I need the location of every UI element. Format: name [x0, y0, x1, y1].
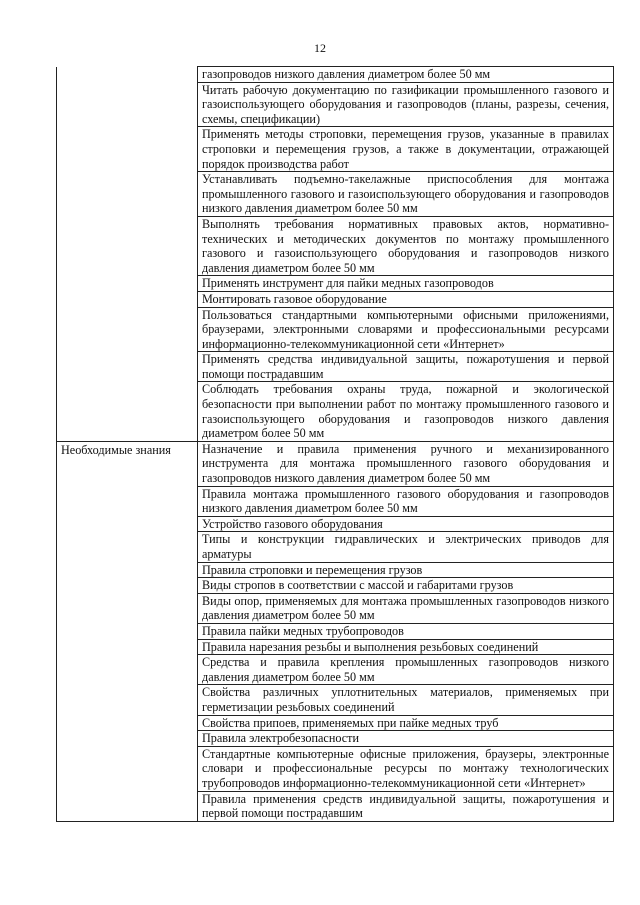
page-number: 12: [314, 41, 326, 55]
knowledge-row: [57, 746, 614, 791]
skills-item-cell: [198, 276, 614, 292]
knowledge-item-text: Правила нарезания резьбы и выполнения резьбовых соединений: [202, 639, 539, 654]
knowledge-row: [57, 441, 614, 486]
skills-row: [57, 216, 614, 275]
knowledge-label: Необходимые знания: [61, 442, 171, 457]
skills-item-cell: [198, 216, 614, 275]
skills-item-text: Устанавливать подъемно-такелажные приспособления для монтажа промышленного газового и газоиспользующего оборудования и газопроводов низкого давления диаметром более 50 мм: [202, 172, 609, 216]
knowledge-label-cell: [57, 791, 198, 821]
skills-item-cell: [198, 382, 614, 441]
knowledge-label-cell: [57, 441, 198, 486]
skills-item-text: Соблюдать требования охраны труда, пожарной и экологической безопасности при выполнении работ по монтажу промышленного газового и газоиспользующего оборудования и газопроводов низкого давления диаметром более 50 мм: [202, 382, 609, 441]
requirements-table: [56, 66, 614, 822]
knowledge-label-cell: [57, 685, 198, 715]
knowledge-label-cell: [57, 655, 198, 685]
knowledge-item-cell: [198, 593, 614, 623]
skills-row: [57, 67, 614, 83]
knowledge-label-cell: [57, 516, 198, 532]
knowledge-item-cell: [198, 791, 614, 821]
knowledge-item-text: Средства и правила крепления промышленных газопроводов низкого давления диаметром более 50 мм: [202, 655, 609, 684]
knowledge-row: [57, 715, 614, 731]
knowledge-label-cell: [57, 623, 198, 639]
knowledge-item-cell: [198, 731, 614, 747]
knowledge-label-cell: [57, 562, 198, 578]
knowledge-item-text: Правила электробезопасности: [202, 731, 359, 746]
skills-item-cell: [198, 307, 614, 352]
knowledge-label-cell: [57, 746, 198, 791]
knowledge-label-cell: [57, 639, 198, 655]
knowledge-row: [57, 639, 614, 655]
knowledge-item-text: Правила пайки медных трубопроводов: [202, 623, 404, 638]
knowledge-item-cell: [198, 655, 614, 685]
skills-item-cell: [198, 352, 614, 382]
skills-row: [57, 276, 614, 292]
knowledge-row: [57, 655, 614, 685]
knowledge-item-text: Виды опор, применяемых для монтажа промышленных газопроводов низкого давления диаметром более 50 мм: [202, 593, 609, 623]
skills-label-cell: [57, 216, 198, 275]
knowledge-item-text: Правила строповки и перемещения грузов: [202, 562, 423, 577]
skills-item-text: Выполнять требования нормативных правовых актов, нормативно-технических и методических документов по монтажу промышленного газового и газоиспользующего оборудования и газопроводов низкого давления диаметром более 50 мм: [202, 216, 609, 275]
skills-row: [57, 307, 614, 352]
knowledge-item-cell: [198, 578, 614, 594]
requirements-table-body: [57, 67, 614, 822]
skills-row: [57, 82, 614, 127]
knowledge-item-text: Стандартные компьютерные офисные приложения, браузеры, электронные словари и профессиональные ресурсы по монтажу технологических трубопроводов информационно-телекоммуникационной сети «Интернет»: [202, 746, 609, 790]
knowledge-item-cell: [198, 532, 614, 562]
skills-row: [57, 127, 614, 172]
knowledge-label-cell: [57, 486, 198, 516]
knowledge-label-cell: [57, 532, 198, 562]
knowledge-item-text: Назначение и правила применения ручного и механизированного инструмента для монтажа промышленного газового оборудования и газопроводов низкого давления диаметром более 50 мм: [202, 441, 609, 486]
knowledge-item-cell: [198, 623, 614, 639]
skills-label-cell: [57, 82, 198, 127]
knowledge-row: [57, 532, 614, 562]
skills-row: [57, 172, 614, 217]
knowledge-item-cell: [198, 516, 614, 532]
knowledge-row: [57, 593, 614, 623]
knowledge-label-cell: [57, 593, 198, 623]
knowledge-item-text: Типы и конструкции гидравлических и электрических приводов для арматуры: [202, 532, 609, 561]
skills-item-text: Применять методы строповки, перемещения грузов, указанные в правилах строповки и перемещения грузов, а также в документации, отражающей порядок производства работ: [202, 127, 609, 171]
skills-item-text: Применять инструмент для пайки медных газопроводов: [202, 276, 494, 291]
skills-item-cell: [198, 67, 614, 83]
knowledge-item-cell: [198, 639, 614, 655]
skills-item-text: газопроводов низкого давления диаметром более 50 мм: [202, 67, 491, 81]
knowledge-row: [57, 731, 614, 747]
knowledge-item-cell: [198, 562, 614, 578]
knowledge-item-cell: [198, 441, 614, 486]
skills-row: [57, 382, 614, 441]
knowledge-row: [57, 562, 614, 578]
skills-label-cell: [57, 127, 198, 172]
knowledge-label-cell: [57, 578, 198, 594]
knowledge-row: [57, 578, 614, 594]
skills-row: [57, 352, 614, 382]
knowledge-item-cell: [198, 685, 614, 715]
knowledge-item-text: Правила монтажа промышленного газового оборудования и газопроводов низкого давления диаметром более 50 мм: [202, 486, 609, 516]
skills-item-text: Пользоваться стандартными компьютерными офисными приложениями, браузерами, электронными словарями и профессиональными ресурсами информационно-телекоммуникационной сети «Интернет»: [202, 307, 609, 351]
knowledge-label-cell: [57, 715, 198, 731]
knowledge-item-text: Виды стропов в соответствии с массой и габаритами грузов: [202, 578, 514, 593]
skills-item-cell: [198, 127, 614, 172]
skills-label-cell: [57, 172, 198, 217]
knowledge-row: [57, 623, 614, 639]
knowledge-item-text: Свойства припоев, применяемых при пайке медных труб: [202, 715, 499, 730]
skills-item-cell: [198, 82, 614, 127]
knowledge-row: [57, 685, 614, 715]
skills-item-cell: [198, 291, 614, 307]
knowledge-item-text: Правила применения средств индивидуальной защиты, пожаротушения и первой помощи пострадавшим: [202, 791, 609, 821]
knowledge-row: [57, 516, 614, 532]
skills-item-text: Читать рабочую документацию по газификации промышленного газового и газоиспользующего оборудования и газопроводов (планы, разрезы, сечения, схемы, спецификации): [202, 82, 609, 126]
skills-row: [57, 291, 614, 307]
knowledge-item-cell: [198, 486, 614, 516]
knowledge-row: [57, 486, 614, 516]
skills-label-cell: [57, 276, 198, 292]
skills-label-cell: [57, 67, 198, 83]
skills-label-cell: [57, 307, 198, 352]
knowledge-item-text: Свойства различных уплотнительных материалов, применяемых при герметизации резьбовых соединений: [202, 685, 609, 714]
skills-item-cell: [198, 172, 614, 217]
skills-item-text: Монтировать газовое оборудование: [202, 291, 387, 306]
skills-label-cell: [57, 352, 198, 382]
knowledge-item-cell: [198, 715, 614, 731]
knowledge-row: [57, 791, 614, 821]
skills-item-text: Применять средства индивидуальной защиты, пожаротушения и первой помощи пострадавшим: [202, 352, 609, 381]
knowledge-item-text: Устройство газового оборудования: [202, 516, 383, 531]
knowledge-item-cell: [198, 746, 614, 791]
skills-label-cell: [57, 382, 198, 441]
skills-label-cell: [57, 291, 198, 307]
knowledge-label-cell: [57, 731, 198, 747]
